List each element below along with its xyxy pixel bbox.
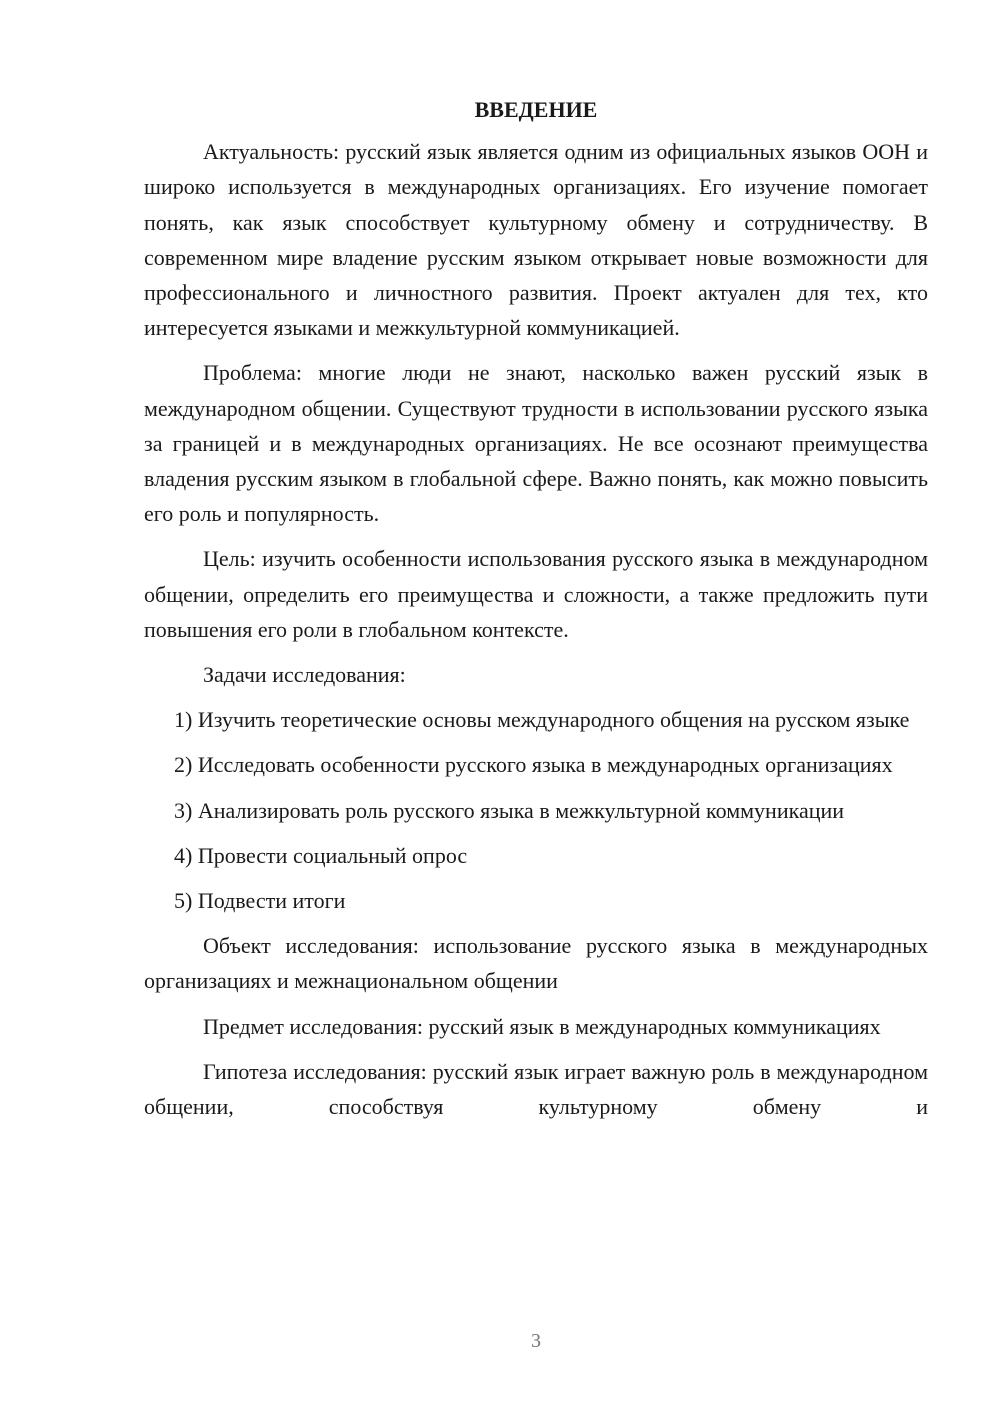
task-item-2: 2) Исследовать особенности русского языка в международных организациях	[174, 752, 893, 778]
paragraph-hypothesis: Гипотеза исследования: русский язык играет важную роль в международном общении, способствуя культурному обмену и	[144, 1058, 928, 1120]
paragraph-goal: Цель: изучить особенности использования русского языка в международном общении, определить его преимущества и сложности, а также предложить пути повышения его роли в глобальном контексте.	[144, 546, 928, 642]
task-item-5: 5) Подвести итоги	[174, 888, 346, 914]
section-heading: ВВЕДЕНИЕ	[474, 97, 598, 122]
task-item-4: 4) Провести социальный опрос	[174, 842, 468, 868]
task-item-1: 1) Изучить теоретические основы международного общения на русском языке	[174, 707, 910, 733]
paragraph-tasks-heading: Задачи исследования:	[203, 662, 406, 688]
paragraph-object: Объект исследования: использование русского языка в международных организациях и межнациональном общении	[144, 933, 928, 994]
page-number: 3	[531, 1330, 541, 1352]
document-body	[144, 92, 928, 1134]
paragraph-subject: Предмет исследования: русский язык в международных коммуникациях	[203, 1013, 881, 1039]
task-item-3: 3) Анализировать роль русского языка в межкультурной коммуникации	[174, 797, 845, 823]
paragraph-problem: Проблема: многие люди не знают, насколько важен русский язык в международном общении. Существуют трудности в использовании русского языка за границей и в международных организациях. Не все осознают преимущества владения русским языком в глобальной сфере. Важно понять, как можно повысить его роль и популярность.	[144, 360, 928, 527]
paragraph-relevance: Актуальность: русский язык является одним из официальных языков ООН и широко используется в международных организациях. Его изучение помогает понять, как язык способствует культурному обмену и сотрудничеству. В современном мире владение русским языком открывает новые возможности для профессионального и личностного развития. Проект актуален для тех, кто интересуется языками и межкультурной коммуникацией.	[144, 139, 928, 341]
